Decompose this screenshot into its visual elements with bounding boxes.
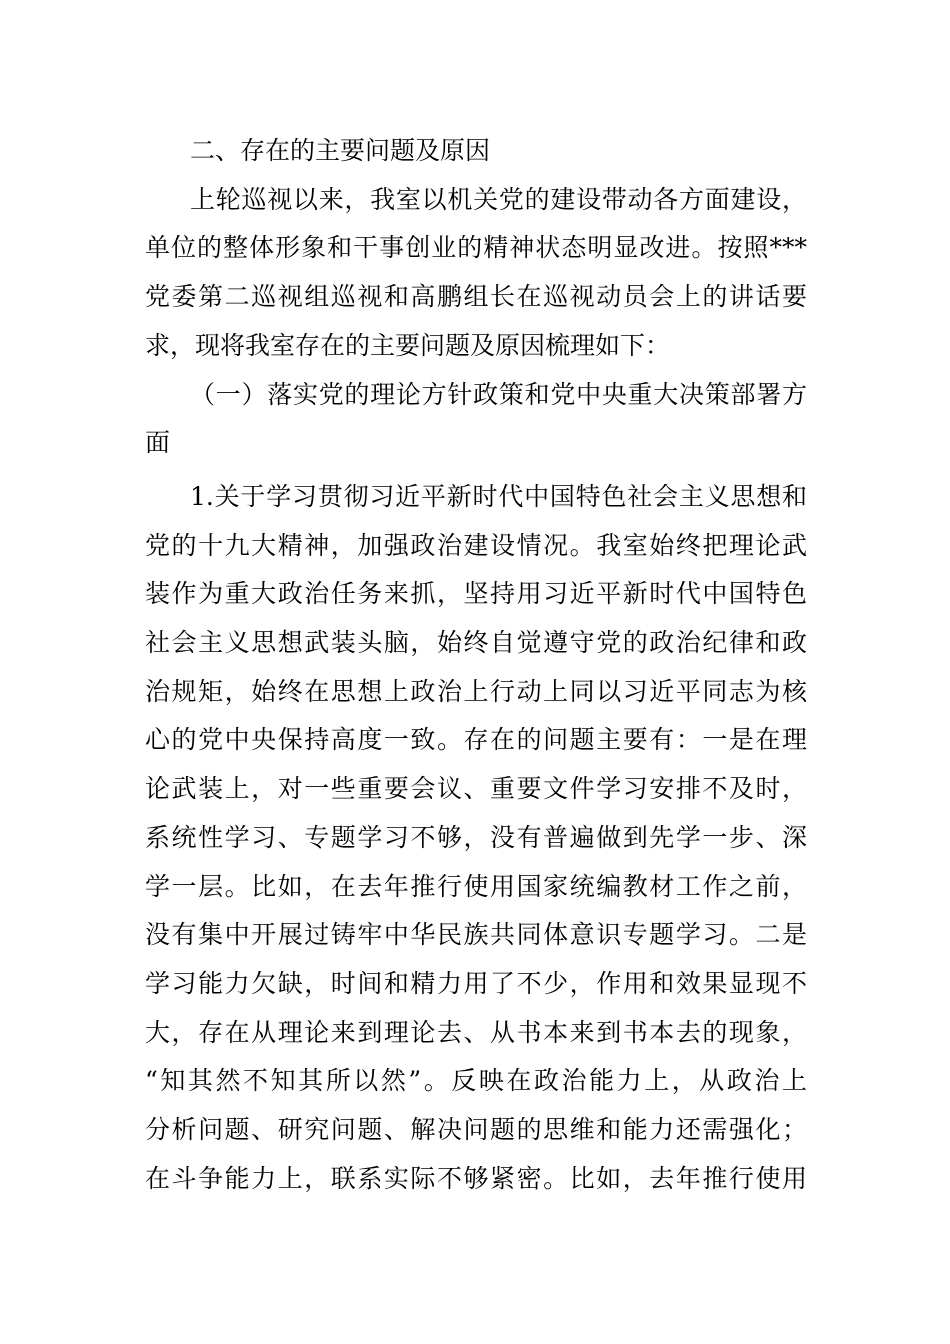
paragraph-line: 大，存在从理论来到理论去、从书本来到书本去的现象， xyxy=(145,1017,807,1047)
paragraph-line: 党的十九大精神，加强政治建设情况。我室始终把理论武 xyxy=(145,530,807,560)
section-heading-block xyxy=(145,127,807,176)
paragraph-line: 求，现将我室存在的主要问题及原因梳理如下： xyxy=(145,330,671,360)
paragraph-line: 分析问题、研究问题、解决问题的思维和能力还需强化； xyxy=(145,1114,807,1144)
paragraph-line: 社会主义思想武装头脑，始终自觉遵守党的政治纪律和政 xyxy=(145,628,807,658)
paragraph-line: “知其然不知其所以然”。反映在政治能力上，从政治上 xyxy=(145,1066,807,1096)
paragraph-line: 学一层。比如，在去年推行使用国家统编教材工作之前， xyxy=(145,871,807,901)
paragraph-line: 装作为重大政治任务来抓，坚持用习近平新时代中国特色 xyxy=(145,579,807,609)
subsection-heading-line: （一）落实党的理论方针政策和党中央重大决策部署方 xyxy=(190,379,807,409)
subsection-heading-line: 面 xyxy=(145,428,171,458)
paragraph-line: 没有集中开展过铸牢中华民族共同体意识专题学习。二是 xyxy=(145,920,807,950)
paragraph-line: 党委第二巡视组巡视和高鹏组长在巡视动员会上的讲话要 xyxy=(145,282,807,312)
paragraph-line: 学习能力欠缺，时间和精力用了不少，作用和效果显现不 xyxy=(145,968,807,998)
paragraph-line: 心的党中央保持高度一致。存在的问题主要有：一是在理 xyxy=(145,725,807,755)
paragraph-line: 治规矩，始终在思想上政治上行动上同以习近平同志为核 xyxy=(145,676,807,706)
paragraph-line: 1.关于学习贯彻习近平新时代中国特色社会主义思想和 xyxy=(190,482,807,511)
item-1-paragraph xyxy=(145,473,807,1203)
subsection-heading xyxy=(145,371,807,468)
intro-paragraph xyxy=(145,176,807,371)
paragraph-line: 单位的整体形象和干事创业的精神状态明显改进。按照*** xyxy=(145,233,807,263)
section-heading: 二、存在的主要问题及原因 xyxy=(190,136,491,165)
paragraph-line: 在斗争能力上，联系实际不够紧密。比如，去年推行使用 xyxy=(145,1163,807,1193)
paragraph-line: 上轮巡视以来，我室以机关党的建设带动各方面建设， xyxy=(190,184,807,214)
paragraph-line: 系统性学习、专题学习不够，没有普遍做到先学一步、深 xyxy=(145,822,807,852)
paragraph-line: 论武装上，对一些重要会议、重要文件学习安排不及时， xyxy=(145,774,807,804)
